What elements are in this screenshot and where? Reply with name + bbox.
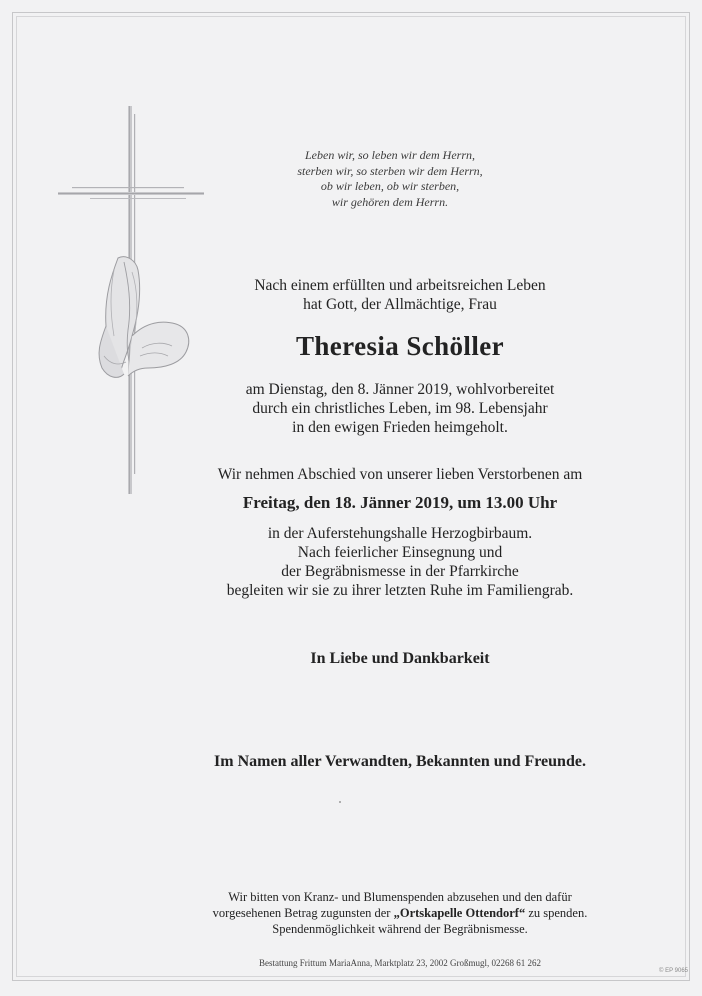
death-notice-line: am Dienstag, den 8. Jänner 2019, wohlvorbereitet — [245, 381, 555, 398]
donation-recipient: „Ortskapelle Ottendorf“ — [393, 906, 526, 920]
donation-line: Spendenmöglichkeit während der Begräbnismesse. — [272, 922, 528, 936]
death-notice-line: in den ewigen Frieden heimgeholt. — [292, 419, 508, 436]
bible-verse — [260, 148, 520, 210]
verse-line: Leben wir, so leben wir dem Herrn, — [305, 148, 475, 162]
donation-text: vorgesehenen Betrag zugunsten der — [212, 906, 394, 920]
donation-text: zu spenden. — [525, 906, 588, 920]
deceased-name: Theresia Schöller — [295, 331, 505, 361]
copyright-mark: © EP 9065 — [659, 968, 688, 974]
donation-line — [150, 905, 650, 921]
ceremony-line: in der Auferstehungshalle Herzogbirbaum. — [267, 525, 533, 542]
verse-line: sterben wir, so sterben wir dem Herrn, — [297, 163, 483, 178]
donation-line: Wir bitten von Kranz- und Blumenspenden abzusehen und den dafür — [228, 890, 572, 904]
intro-line: Nach einem erfüllten und arbeitsreichen Leben — [254, 277, 546, 294]
closing-signature: Im Namen aller Verwandten, Bekannten und Freunde. — [214, 753, 586, 770]
ceremony-details — [170, 524, 630, 600]
death-notice — [210, 380, 590, 437]
ceremony-line: Nach feierlicher Einsegnung und — [297, 544, 503, 561]
funeral-date: Freitag, den 18. Jänner 2019, um 13.00 Uhr — [242, 493, 558, 512]
funeral-home-footer: Bestattung Frittum MariaAnna, Marktplatz 23, 2002 Großmugl, 02268 61 262 — [259, 958, 541, 968]
verse-line: ob wir leben, ob wir sterben, — [320, 179, 460, 193]
intro-line: hat Gott, der Allmächtige, Frau — [303, 296, 497, 313]
ceremony-line: der Begräbnismesse in der Pfarrkirche — [281, 563, 519, 580]
ceremony-line: begleiten wir sie zu ihrer letzten Ruhe im Familiengrab. — [226, 582, 574, 599]
cross-with-praying-hands-icon — [50, 104, 210, 496]
farewell-text: Wir nehmen Abschied von unserer lieben Verstorbenen am — [217, 466, 583, 483]
verse-line: wir gehören dem Herrn. — [331, 194, 449, 209]
intro-text — [210, 276, 590, 314]
closing-love: In Liebe und Dankbarkeit — [310, 650, 490, 667]
donation-notice — [150, 889, 650, 937]
paper-speck — [339, 801, 341, 803]
death-notice-line: durch ein christliches Leben, im 98. Lebensjahr — [252, 400, 548, 417]
